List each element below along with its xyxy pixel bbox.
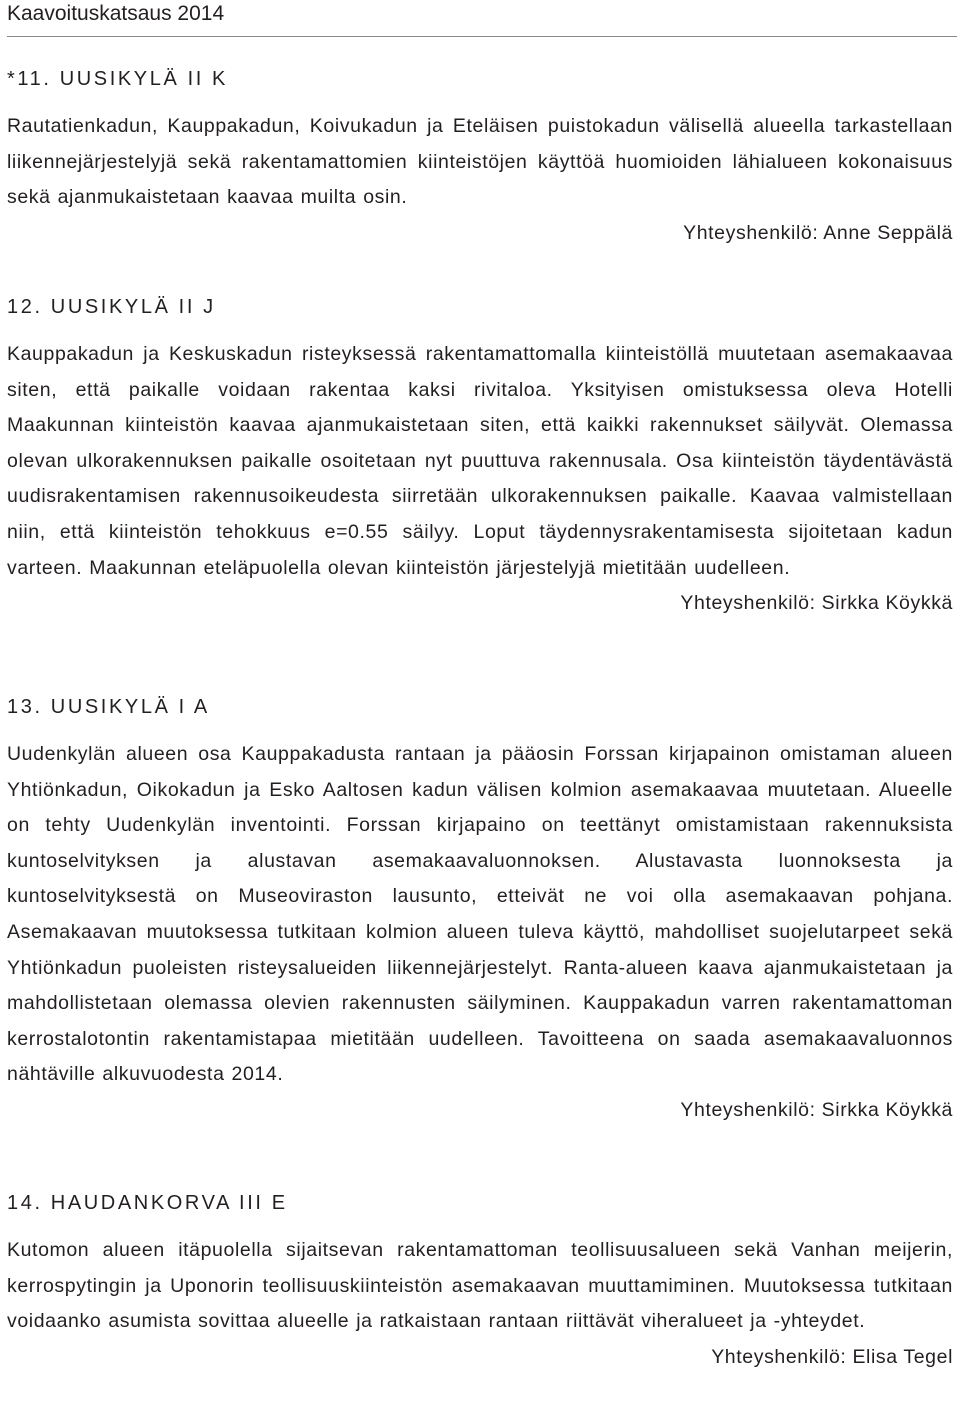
section-description: Uudenkylän alueen osa Kauppakadusta rantaan ja pääosin Forssan kirjapainon omistaman alueen Yhtiönkadun, Oikokadun ja Esko Aaltosen kadun välisen kolmion asemakaavaa muutetaan. Alueelle on tehty Uudenkylän inventointi. Forssan kirjapaino on teettänyt omistamistaan rakennuksista kuntoselvityksen ja alustavan asemakaavaluonnoksen. Alustavasta luonnoksesta ja kuntoselvityksestä on Museoviraston lausunto, etteivät ne voi olla asemakaavan pohjana. Asemakaavan muutoksessa tutkitaan kolmion alueen tuleva käyttö, mahdolliset suojelutarpeet sekä Yhtiönkadun puoleisten risteysalueiden liikennejärjestelyt. Ranta-alueen kaava ajanmukaistetaan ja mahdollistetaan olemassa olevien rakennusten säilyminen. Kauppakadun varren rakentamattoman kerrostalotontin rakentamistapaa mietitään uudelleen. Tavoitteena on saada asemakaavaluonnos nähtäville alkuvuodesta 2014. — [7, 743, 953, 1086]
plan-section-13 — [7, 695, 953, 1129]
section-title: UUSIKYLÄ II J — [50, 296, 216, 318]
section-title: HAUDANKORVA III E — [50, 1192, 288, 1214]
plan-section-11 — [7, 67, 953, 251]
section-description: Rautatienkadun, Kauppakadun, Koivukadun ja Eteläisen puistokadun välisellä alueella tarkastellaan liikennejärjestelyjä sekä rakentamattomien kiinteistöjen käyttöä huomioiden lähialueen kokonaisuus sekä ajanmukaistetaan kaavaa muilta osin. — [7, 115, 953, 209]
section-number: 14. — [7, 1192, 43, 1214]
plan-section-12 — [7, 295, 953, 622]
section-heading — [7, 695, 953, 719]
section-description: Kutomon alueen itäpuolella sijaitsevan rakentamattoman teollisuusalueen sekä Vanhan meijerin, kerrospytingin ja Uponorin teollisuuskiinteistön asemakaavan muuttamiminen. Muutoksessa tutkitaan voidaanko asumista sovittaa alueelle ja ratkaistaan rantaan riittävät viheralueet ja -yhteydet. — [7, 1239, 953, 1333]
section-title: UUSIKYLÄ I A — [50, 696, 210, 718]
section-number: 12. — [7, 296, 43, 318]
plan-section-14 — [7, 1191, 953, 1375]
section-heading — [7, 295, 953, 319]
section-heading — [7, 67, 953, 91]
header-divider — [7, 36, 957, 37]
section-number: *11. — [7, 68, 52, 90]
section-description: Kauppakadun ja Keskuskadun risteyksessä rakentamattomalla kiinteistöllä muutetaan asemakaavaa siten, että paikalle voidaan rakentaa kaksi rivitaloa. Yksityisen omistuksessa oleva Hotelli Maakunnan kiinteistön kaavaa ajanmukaistetaan siten, että kaikki rakennukset säilyvät. Olemassa olevan ulkorakennuksen paikalle osoitetaan nyt puuttuva rakennusala. Osa kiinteistön täydentävästä uudisrakentamisen rakennusoikeudesta siirretään ulkorakennuksen paikalle. Kaavaa valmistellaan niin, että kiinteistön tehokkuus e=0.55 säilyy. Loput täydennysrakentamisesta sijoitetaan kadun varteen. Maakunnan eteläpuolella olevan kiinteistön järjestelyjä mietitään uudelleen. — [7, 343, 953, 579]
contact-person: Yhteyshenkilö: Sirkka Köykkä — [680, 592, 953, 615]
section-number: 13. — [7, 696, 43, 718]
section-heading — [7, 1191, 953, 1215]
running-header: Kaavoituskatsaus 2014 — [7, 2, 225, 25]
contact-person: Yhteyshenkilö: Elisa Tegel — [711, 1345, 953, 1368]
section-title: UUSIKYLÄ II K — [59, 68, 228, 90]
contact-person: Yhteyshenkilö: Sirkka Köykkä — [680, 1098, 953, 1121]
contact-person: Yhteyshenkilö: Anne Seppälä — [683, 221, 953, 244]
